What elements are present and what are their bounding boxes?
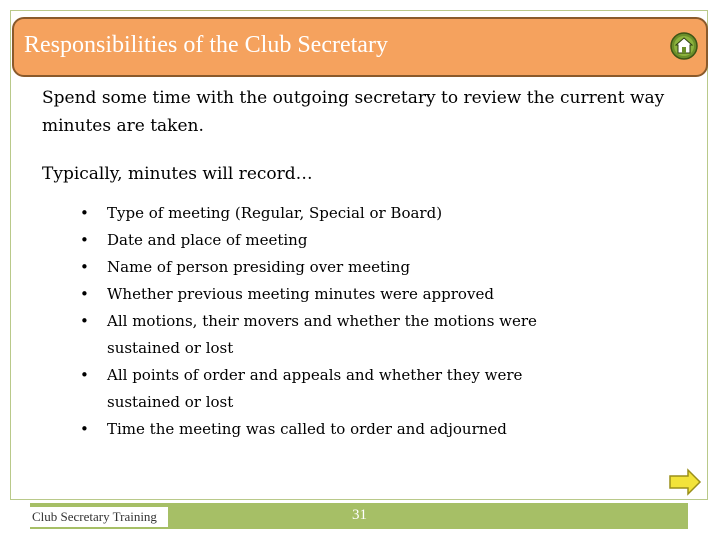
bullet-item: • Name of person presiding over meeting (80, 258, 411, 276)
slide-title: Responsibilities of the Club Secretary (24, 32, 388, 58)
bullet-item: • Time the meeting was called to order and adjourned (80, 420, 507, 438)
minutes-bullet-list (80, 200, 600, 443)
bullet-item: • Type of meeting (Regular, Special or Board) (80, 204, 443, 222)
next-arrow-icon[interactable] (668, 468, 702, 496)
page-number: 31 (352, 507, 367, 523)
home-icon[interactable] (670, 32, 698, 60)
bullet-item: • Whether previous meeting minutes were approved (80, 285, 494, 303)
intro-paragraph: Spend some time with the outgoing secretary to review the current way minutes are taken. (42, 88, 665, 136)
bullet-item: • All motions, their movers and whether the motions were sustained or lost (80, 312, 537, 357)
bullet-item: • Date and place of meeting (80, 231, 308, 249)
lead-in-paragraph: Typically, minutes will record… (42, 164, 313, 184)
bullet-item: • All points of order and appeals and whether they were sustained or lost (80, 366, 523, 411)
footer-label: Club Secretary Training (30, 507, 168, 527)
title-bar (12, 17, 708, 77)
